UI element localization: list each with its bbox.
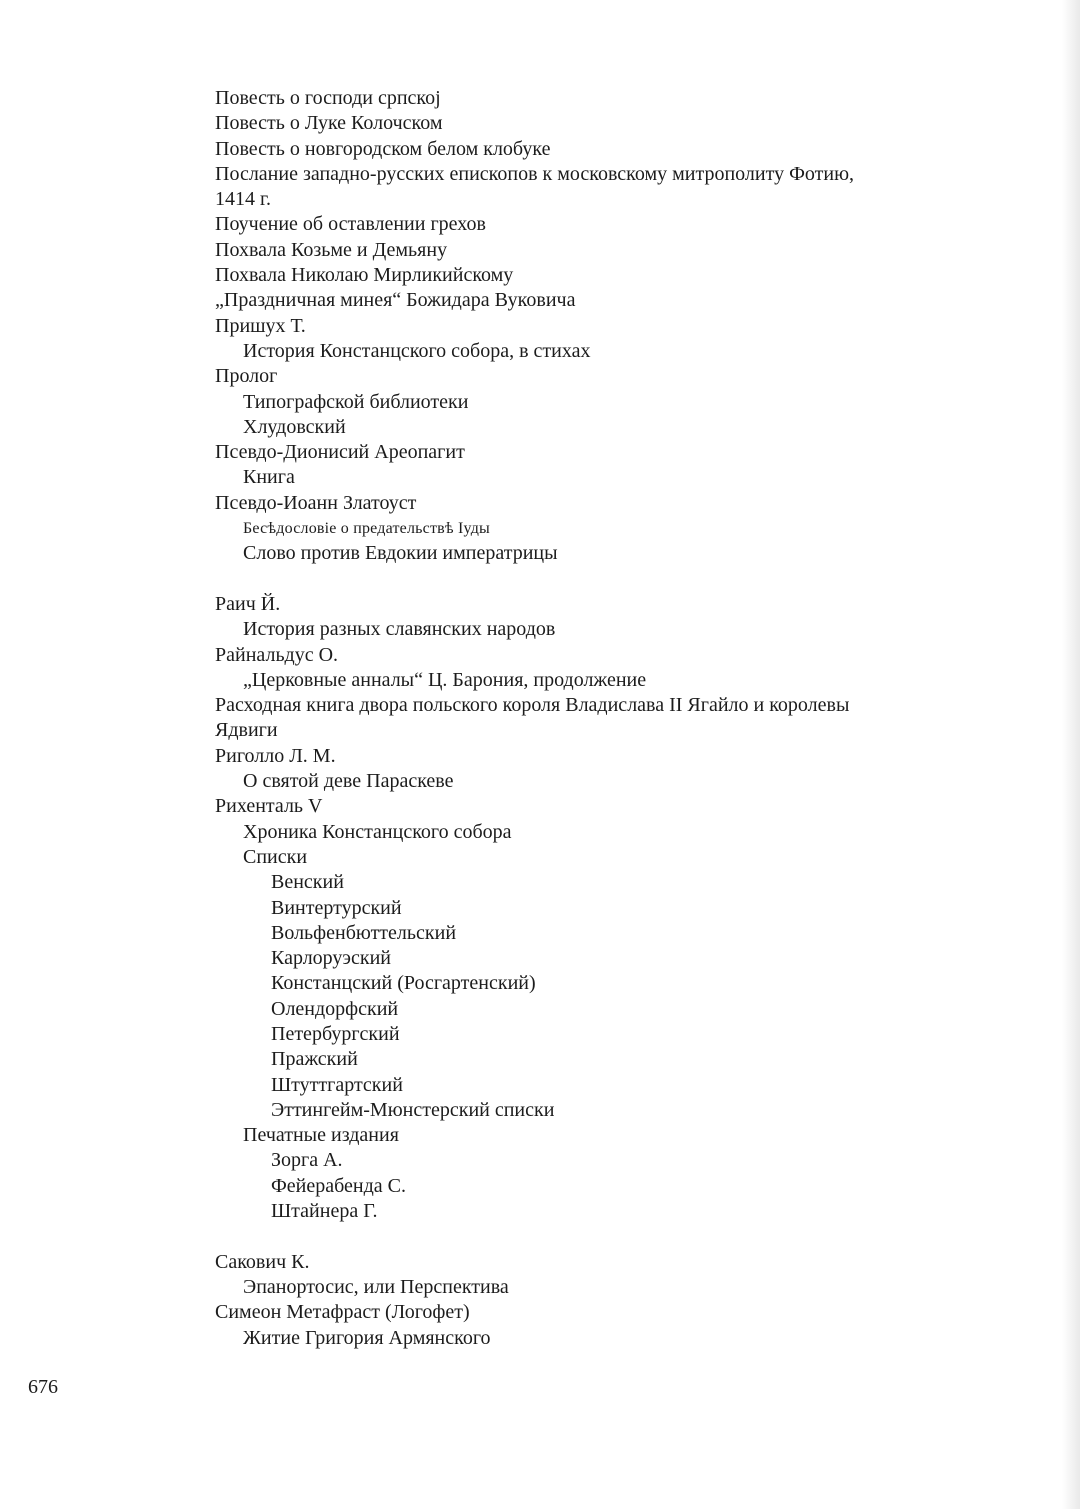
index-entry: Повесть о господи српској bbox=[215, 87, 441, 109]
index-subsubentry: Пражский bbox=[271, 1048, 358, 1071]
index-subsubentry: Венский bbox=[271, 871, 344, 894]
index-subsubentry: Констанцский (Росгартенский) bbox=[271, 972, 536, 995]
index-entry: Риголло Л. М. bbox=[215, 744, 336, 767]
page-edge-shadow bbox=[1062, 0, 1080, 1509]
index-entry: Повесть о Луке Колочском bbox=[215, 112, 443, 135]
index-subsubentry: Карлоруэский bbox=[271, 947, 391, 970]
index-subentry: Эпанортосис, или Перспектива bbox=[243, 1275, 509, 1298]
index-entry: Повесть о новгородском белом клобуке bbox=[215, 137, 551, 160]
index-entry: Рихенталь V bbox=[215, 795, 323, 818]
index-subentry: Печатные издания bbox=[243, 1124, 399, 1147]
index-entry: Расходная книга двора польского короля Владислава II Ягайло и королевы bbox=[215, 694, 850, 717]
index-entry: Ядвиги bbox=[215, 719, 278, 742]
index-entry: Пришух Т. bbox=[215, 314, 306, 337]
index-subentry: Списки bbox=[243, 845, 308, 868]
index-subsubentry: Штуттгартский bbox=[271, 1073, 403, 1096]
index-subentry: Слово против Евдокии императрицы bbox=[243, 542, 558, 565]
index-subsubentry: Вольфенбюттельский bbox=[271, 921, 457, 944]
index-subsubentry: Штайнера Г. bbox=[271, 1200, 378, 1223]
index-entry: „Праздничная минея“ Божидара Вуковича bbox=[215, 289, 576, 312]
index-subentry: История Констанцского собора, в стихах bbox=[243, 339, 591, 362]
index-subentry: Житие Григория Армянского bbox=[243, 1326, 491, 1349]
index-entry: Псевдо-Иоанн Златоуст bbox=[215, 491, 417, 514]
index-subentry: История разных славянских народов bbox=[243, 618, 556, 641]
index-subsubentry: Олендорфский bbox=[271, 997, 399, 1020]
index-subentry: Типографской библиотеки bbox=[243, 390, 469, 413]
index-subentry: Бесѣдословіе о предательствѣ Іуды bbox=[243, 520, 491, 538]
index-entry: Раич Й. bbox=[215, 592, 281, 615]
index-subentry: Книга bbox=[243, 466, 295, 489]
index-entry: Похвала Николаю Мирликийскому bbox=[215, 264, 514, 287]
index-subentry: Хлудовский bbox=[243, 415, 346, 438]
index-subsubentry: Эттингейм-Мюнстерский списки bbox=[271, 1098, 555, 1121]
index-entry: 1414 г. bbox=[215, 188, 271, 211]
index-entry: Послание западно-русских епископов к московскому митрополиту Фотию, bbox=[215, 162, 855, 185]
index-entry: Пролог bbox=[215, 365, 278, 388]
index-subsubentry: Фейерабенда С. bbox=[271, 1174, 407, 1197]
index-subsubentry: Зорга А. bbox=[271, 1149, 343, 1172]
index-entry: Похвала Козьме и Демьяну bbox=[215, 238, 448, 261]
index-entry: Псевдо-Дионисий Ареопагит bbox=[215, 441, 465, 464]
index-subentry: О святой деве Параскеве bbox=[243, 770, 454, 793]
index-subsubentry: Винтертурский bbox=[271, 896, 402, 919]
index-entry: Симеон Метафраст (Логофет) bbox=[215, 1301, 470, 1324]
blank-line bbox=[215, 1224, 955, 1249]
index-entry: Поучение об оставлении грехов bbox=[215, 213, 486, 236]
blank-line bbox=[215, 567, 955, 592]
index-subentry: „Церковные анналы“ Ц. Барония, продолжение bbox=[243, 668, 647, 691]
index-subentry: Хроника Констанцского собора bbox=[243, 820, 512, 843]
index-list bbox=[215, 86, 955, 1351]
index-entry: Райнальдус О. bbox=[215, 643, 339, 666]
index-subsubentry: Петербургский bbox=[271, 1022, 400, 1045]
index-entry: Сакович К. bbox=[215, 1250, 310, 1273]
page-number: 676 bbox=[28, 1376, 58, 1398]
